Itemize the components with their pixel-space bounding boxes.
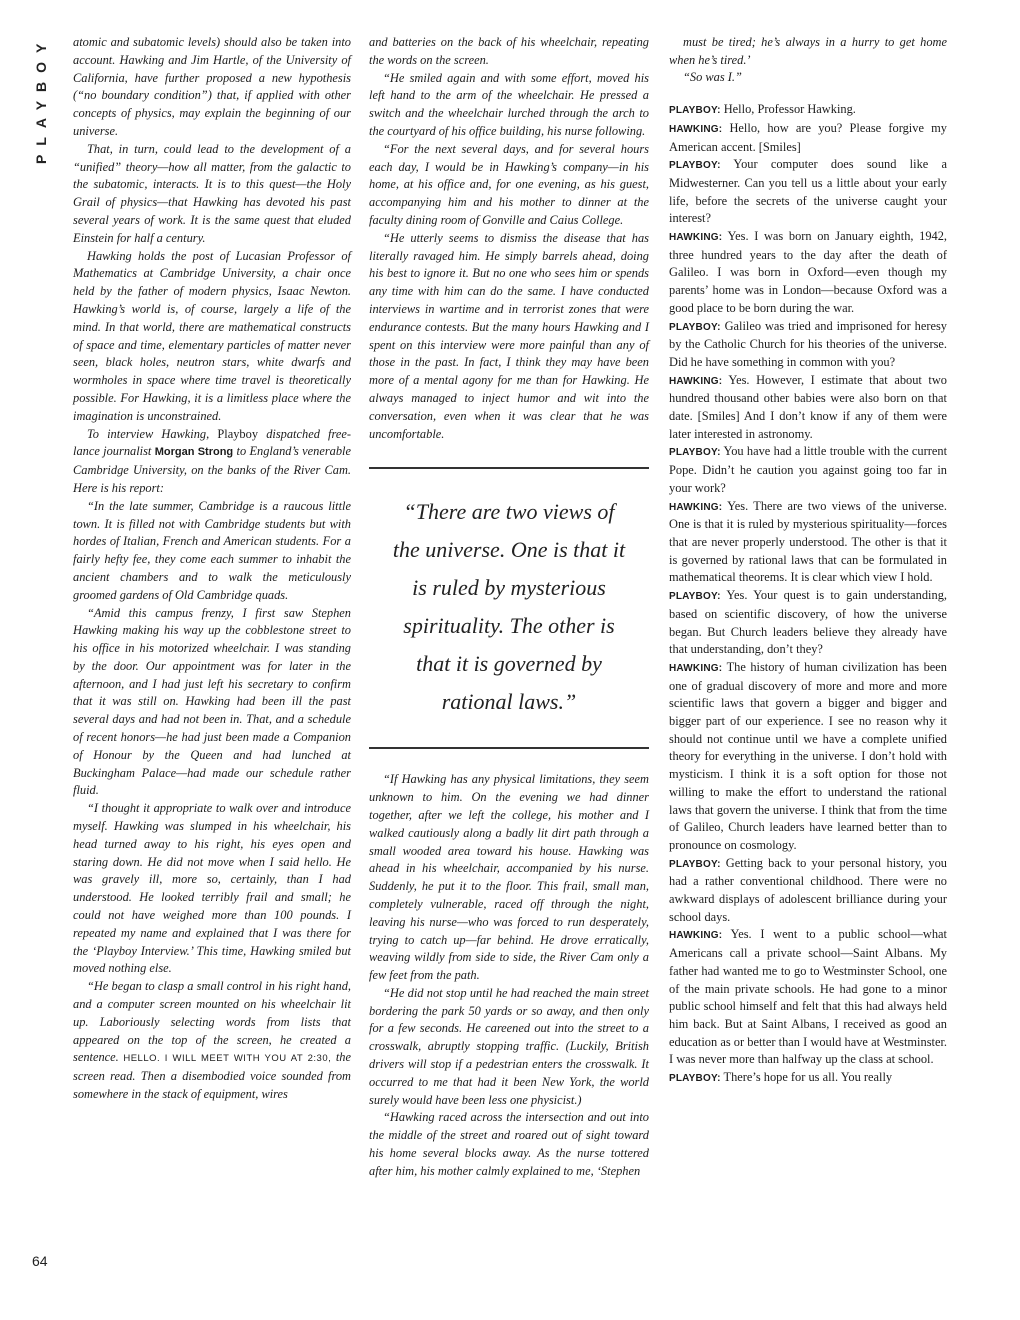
qa-paragraph (669, 926, 947, 1069)
qa-text: Yes. I was born on January eighth, 1942, three hundred years to the day after the death of Galileo. I was born in Oxford—even though my parents’ home was in London—because Oxford was a good place to be born during the war. (669, 229, 948, 315)
interview-qa (669, 101, 947, 1088)
column-1 (73, 34, 351, 1104)
journalist-name: Morgan Strong (154, 446, 234, 459)
paragraph: “He utterly seems to dismiss the disease that has literally ravaged him. He simply barrels ahead, doing his best to ignore it. But no one who sees him or spends any time with him can do the same. I have conducted interviews in wartime and in terrorist zones that were endurance contests. But the many hours Hawking and I spent on this interview were more painful than any of those in the past. In fact, I think they may have been more of a mental agony for me than for Hawking. He always managed to inject humor and wit into the conversation, even when it was clear that he was uncomfortable. (369, 230, 649, 441)
qa-paragraph (669, 120, 947, 156)
paragraph: That, in turn, could lead to the development of a “unified” theory—how all matter, from the galactic to the subatomic, interacts. It is to this quest—the Holy Grail of physics—that Hawking has devoted his past several years of work. It is the same quest that eluded Einstein for half a century. (73, 141, 351, 245)
paragraph: “He smiled again and with some effort, moved his left hand to the arm of the wheelchair. He pressed a switch and the wheelchair lurched through the arch to the courtyard of his office building, his nurse following. (369, 70, 649, 138)
paragraph: “Hawking raced across the intersection and out into the middle of the street and roared out of sight toward his home several blocks away. As the nurse tottered after him, his mother calmly explained to me, ‘Stephen (369, 1110, 649, 1178)
qa-paragraph (669, 228, 947, 318)
speaker-label: HAWKING: (669, 501, 723, 513)
paragraph: and batteries on the back of his wheelchair, repeating the words on the screen. (369, 35, 649, 67)
column-3 (669, 34, 947, 1088)
paragraph: atomic and subatomic levels) should also be taken into account. Hawking and Jim Hartle, of the University of California, have further proposed a new hypothesis (“no boundary condition”) that, if applied with other concepts of physics, may explain the beginning of our universe. (73, 35, 351, 138)
qa-paragraph (669, 659, 947, 855)
paragraph: “So was I.” (683, 70, 742, 85)
qa-paragraph (669, 498, 947, 588)
paragraph (73, 978, 351, 1104)
qa-paragraph (669, 587, 947, 659)
text-run: dispatched free-lance journalist (73, 426, 351, 459)
paragraph: “If Hawking has any physical limitations, they seem unknown to him. On the evening we had dinner together, after we left the college, his mother and I walked cautiously along a badly lit dirt path through a small wooded area toward his house. Hawking was ahead in his wheelchair, accompanied by his nurse. Suddenly, he put it to the floor. This frail, small man, completely vulnerable, raced off through the night, leaving his nurse—who was forced to run desperately, trying to catch up—far behind. He drove erratically, weaving wildly from side to side, the River Cam only a few feet from the path. (369, 772, 649, 983)
qa-text: Yes. However, I estimate that about two hundred thousand other babies were also born on that date. [Smiles] And I don’t know if any of them were later interested in astronomy. (669, 372, 947, 441)
speaker-label: PLAYBOY: (669, 105, 721, 117)
speaker-label: PLAYBOY: (669, 858, 721, 870)
speaker-label: HAWKING: (669, 232, 723, 244)
qa-text: Getting back to your personal history, you had a rather conventional childhood. There were no awkward displays of adolescent brilliance during your school days. (669, 855, 947, 924)
speaker-label: PLAYBOY: (669, 160, 721, 172)
qa-text: Your computer does sound like a Midwesterner. Can you tell us a little about your early life, before the secrets of the universe caught your interest? (669, 157, 947, 226)
text-run: to England’s venerable Cambridge University, on the banks of the River Cam. Here is his report: (73, 444, 351, 495)
speaker-label: HAWKING: (669, 930, 723, 942)
paragraph: “He did not stop until he had reached the main street bordering the park 50 yards or so away, and then only for a few seconds. He careened out into the street to a crosswalk, abruptly stopping traffic. (Luckily, British drivers will stop if a pedestrian enters the crosswalk. It occurred to me that had it been New York, the world surely would have been less one physicist.) (369, 985, 649, 1107)
speaker-label: PLAYBOY: (669, 591, 721, 603)
speaker-label: PLAYBOY: (669, 1073, 721, 1085)
speaker-label: PLAYBOY: (669, 321, 721, 333)
page-number: 64 (32, 1253, 48, 1269)
qa-paragraph (669, 372, 947, 444)
qa-paragraph (669, 443, 947, 497)
qa-text: There’s hope for us all. You really (723, 1070, 893, 1085)
qa-paragraph (669, 318, 947, 372)
paragraph: “Amid this campus frenzy, I first saw Stephen Hawking making his way up the cobblestone street to his office in his motorized wheelchair. I was standing by the door. Our appointment was for later in the afternoon, and I had just left his secretary to confirm that it was still on. Hawking had been ill the past several days and had not been in. That, and a schedule of recent honors—he had just been made a Companion of Honour by the Queen and had lunched at Buckingham Palace—had made our schedule rather fluid. (73, 605, 351, 798)
paragraph: “I thought it appropriate to walk over and introduce myself. Hawking was slumped in his wheelchair, his head turned away to his right, his eyes open and staring down. He did not move when I said hello. He was gravely ill, more so, certainly, than I had understood. He looked terribly frail and small; he could not have weighed more than 100 pounds. I repeated my name and explained that I was there for the ‘Playboy Interview.’ This time, Hawking smiled but moved nothing else. (73, 801, 351, 976)
qa-text: Hello, Professor Hawking. (723, 102, 856, 117)
speaker-label: PLAYBOY: (669, 447, 721, 459)
qa-text: Yes. I went to a public school—what Americans call a private school—Saint Albans. My father had wanted me to go to Westminster School, one of the main private schools. He had gone to a minor public school himself and felt that this had always held him back. But at Saint Albans, I received as good an education as or better than I would have at Westminster. I was never more than halfway up the class at school. (669, 927, 948, 1067)
masthead (33, 34, 53, 164)
pull-quote: “There are two views of the universe. One is that it is ruled by mysterious spirituality. The other is that it is governed by rational laws.” (369, 467, 649, 749)
masthead-text: PLAYBOY (33, 34, 49, 164)
paragraph: “For the next several days, and for several hours each day, I would be in Hawking’s company—in his home, at his office and, for one evening, as his guest, accompanying him and his mother to dinner at the faculty dining room of Gonville and Caius College. (369, 141, 649, 227)
paragraph: Hawking holds the post of Lucasian Professor of Mathematics at Cambridge University, a chair once held by the father of modern physics, Isaac Newton. Hawking’s world is, of course, largely a life of the mind. In that world, there are mathematical constructs of space and time, elementary particles of matter never seen, black holes, neutron stars, white dwarfs and wormholes in space where time travel is theoretically possible. For Hawking, it is a limitless place where the imagination is unconstrained. (73, 248, 351, 423)
qa-text: Yes. There are two views of the universe. One is that it is ruled by mysterious spirituality—forces that are never properly understood. The other is that it is governed by rational laws that can be formulated in mathematical theorems. It is clear which view I hold. (669, 498, 947, 585)
qa-text: Yes. Your quest is to gain understanding, based on scientific discovery, of how the universe began. But Church leaders believe they already have that understanding, don’t they? (669, 588, 947, 657)
paragraph: must be tired; he’s always in a hurry to get home when he’s tired.’ (669, 35, 947, 67)
qa-text: The history of human civilization has been one of gradual discovery of more and more and more scientific laws that govern a bigger and bigger and bigger part of our experience. I see no reason why it should not continue until we have a complete unified theory for everything in the universe. I don’t hold with mysticism. I think it is a soft option for those not willing to make the effort to understand the rational laws that govern the universe. I think that from the time of Galileo, Church leaders have learned better than to pronounce on cosmology. (669, 659, 947, 852)
qa-text: Galileo was tried and imprisoned for heresy by the Catholic Church for his theories of the universe. Did he have something in common with you? (669, 318, 947, 369)
qa-paragraph (669, 855, 947, 927)
speaker-label: HAWKING: (669, 123, 723, 135)
text-run: “He began to clasp a small control in his right hand, and a computer screen mounted on his wheelchair lit up. Laboriously selecting words from lists that appeared on the top of the screen, he created a sentence. (73, 979, 351, 1065)
speaker-label: HAWKING: (669, 375, 723, 387)
qa-paragraph (669, 156, 947, 228)
screen-text: HELLO. I WILL MEET WITH YOU AT 2:30, (123, 1053, 332, 1065)
column-2 (369, 34, 649, 1181)
paragraph (73, 426, 351, 498)
qa-text: Hello, how are you? Please forgive my American accent. [Smiles] (669, 120, 947, 154)
qa-paragraph (669, 101, 947, 120)
magazine-name: Playboy (217, 426, 259, 441)
qa-text: You have had a little trouble with the current Pope. Didn’t he caution you against going too far in your work? (669, 444, 948, 495)
text-run: the screen read. Then a disembodied voice sounded from somewhere in the stack of equipment, wires (73, 1050, 351, 1102)
speaker-label: HAWKING: (669, 662, 723, 674)
paragraph: “In the late summer, Cambridge is a raucous little town. It is filled not with Cambridge students but with hordes of Italian, French and American students. For a fairly hefty fee, they come each summer to inhabit the ancient chambers and to walk the meticulously groomed gardens of Old Cambridge quads. (73, 498, 351, 602)
text-run: To interview Hawking, (87, 426, 210, 441)
qa-paragraph (669, 1069, 947, 1088)
